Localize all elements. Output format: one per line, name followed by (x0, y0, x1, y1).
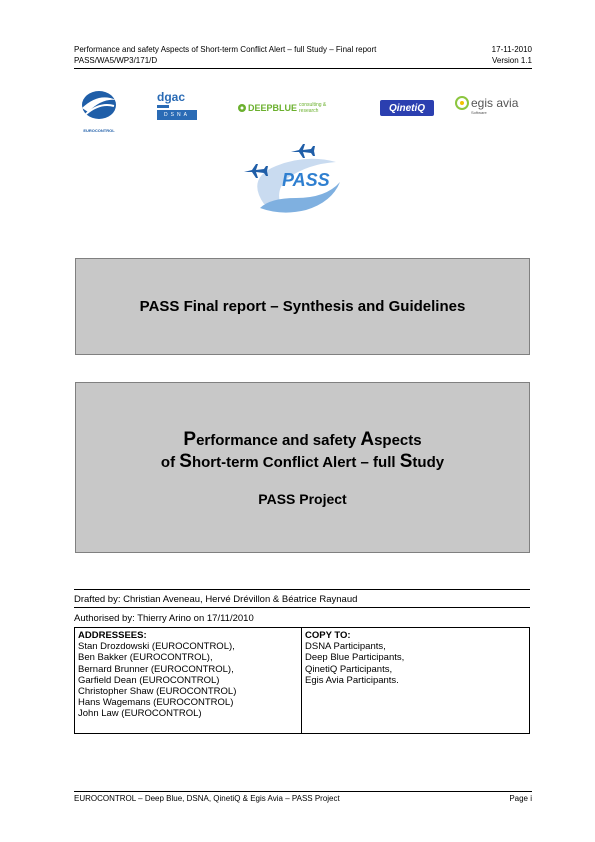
egis-logo (455, 96, 535, 122)
study-title-line-2 (161, 451, 444, 473)
pass-logo-label: PASS (282, 170, 330, 190)
egis-label: egis avia (471, 96, 519, 110)
copy-to-item: Deep Blue Participants, (305, 652, 405, 664)
dgac-label: dgac (157, 90, 186, 104)
footer-divider (74, 791, 532, 792)
deepblue-logo (237, 100, 347, 116)
deepblue-gear-icon (237, 103, 247, 113)
copy-to-item: DSNA Participants, (305, 641, 386, 653)
title-text: erformance and safety (196, 431, 361, 449)
title-capital: S (179, 450, 192, 472)
authorised-by: Authorised by: Thierry Arino on 17/11/2010 (74, 613, 254, 624)
report-title-box (75, 258, 530, 355)
study-title-line-1 (183, 429, 421, 451)
project-name: PASS Project (258, 490, 347, 507)
qinetiq-logo (380, 100, 434, 116)
deepblue-sub-label: consulting & research (299, 102, 327, 114)
title-text: spects (374, 431, 422, 449)
addressee-item: Ben Bakker (EUROCONTROL), (78, 652, 213, 664)
title-capital: A (360, 428, 375, 450)
footer-text: EUROCONTROL – Deep Blue, DSNA, QinetiQ & Egis Avia – PASS Project (74, 794, 340, 803)
eurocontrol-logo (78, 88, 120, 132)
addressees-column (75, 628, 302, 733)
dsna-label: DSNA (157, 110, 197, 120)
study-title-box (75, 382, 530, 553)
dgac-logo (157, 90, 197, 128)
addressees-list (78, 641, 298, 719)
page-number: Page i (509, 794, 532, 803)
header-title: Performance and safety Aspects of Short-term Conflict Alert – full Study – Final report (74, 45, 377, 54)
title-text: hort-term Conflict Alert – full (191, 453, 400, 471)
title-capital: P (183, 428, 197, 450)
title-text: of (160, 453, 180, 471)
header-version: Version 1.1 (491, 56, 532, 65)
copy-to-item: Egis Avia Participants. (305, 674, 399, 686)
copy-to-list (305, 641, 526, 686)
page-header (74, 44, 532, 66)
addressee-item: Bernard Brunner (EUROCONTROL), (78, 663, 234, 675)
qinetiq-label: QinetiQ (388, 102, 426, 114)
addressees-heading: ADDRESSEES: (78, 630, 147, 641)
copy-to-item: QinetiQ Participants, (305, 663, 393, 675)
copy-to-column (302, 628, 529, 733)
eurocontrol-label: EUROCONTROL (83, 128, 115, 133)
copy-to-heading: COPY TO: (305, 630, 351, 641)
header-date: 17-11-2010 (491, 45, 532, 54)
addressee-item: John Law (EUROCONTROL) (78, 708, 202, 720)
addressee-item: Stan Drozdowski (EUROCONTROL), (78, 641, 235, 653)
title-capital: S (399, 450, 413, 472)
egis-sub-label: Software (471, 110, 487, 115)
header-divider (74, 68, 532, 69)
header-reference: PASS/WA5/WP3/171/D (74, 56, 158, 65)
dgac-stripe (157, 105, 169, 108)
addressee-item: Garfield Dean (EUROCONTROL) (78, 674, 220, 686)
addressee-item: Christopher Shaw (EUROCONTROL) (78, 686, 237, 698)
deepblue-label: DEEPBLUE (247, 103, 297, 113)
distribution-table (74, 627, 530, 734)
addressee-item: Hans Wagemans (EUROCONTROL) (78, 697, 234, 709)
pass-logo (236, 138, 356, 222)
drafted-by: Drafted by: Christian Aveneau, Hervé Drévillon & Béatrice Raynaud (74, 594, 358, 605)
egis-swirl-icon (455, 96, 469, 110)
report-title: PASS Final report – Synthesis and Guidelines (139, 298, 466, 315)
airplane-icon (291, 144, 315, 158)
page-footer (74, 794, 532, 803)
info-top-rule (74, 589, 530, 590)
info-mid-rule (74, 607, 530, 608)
partner-logos (0, 88, 595, 138)
title-text: tudy (412, 453, 445, 471)
